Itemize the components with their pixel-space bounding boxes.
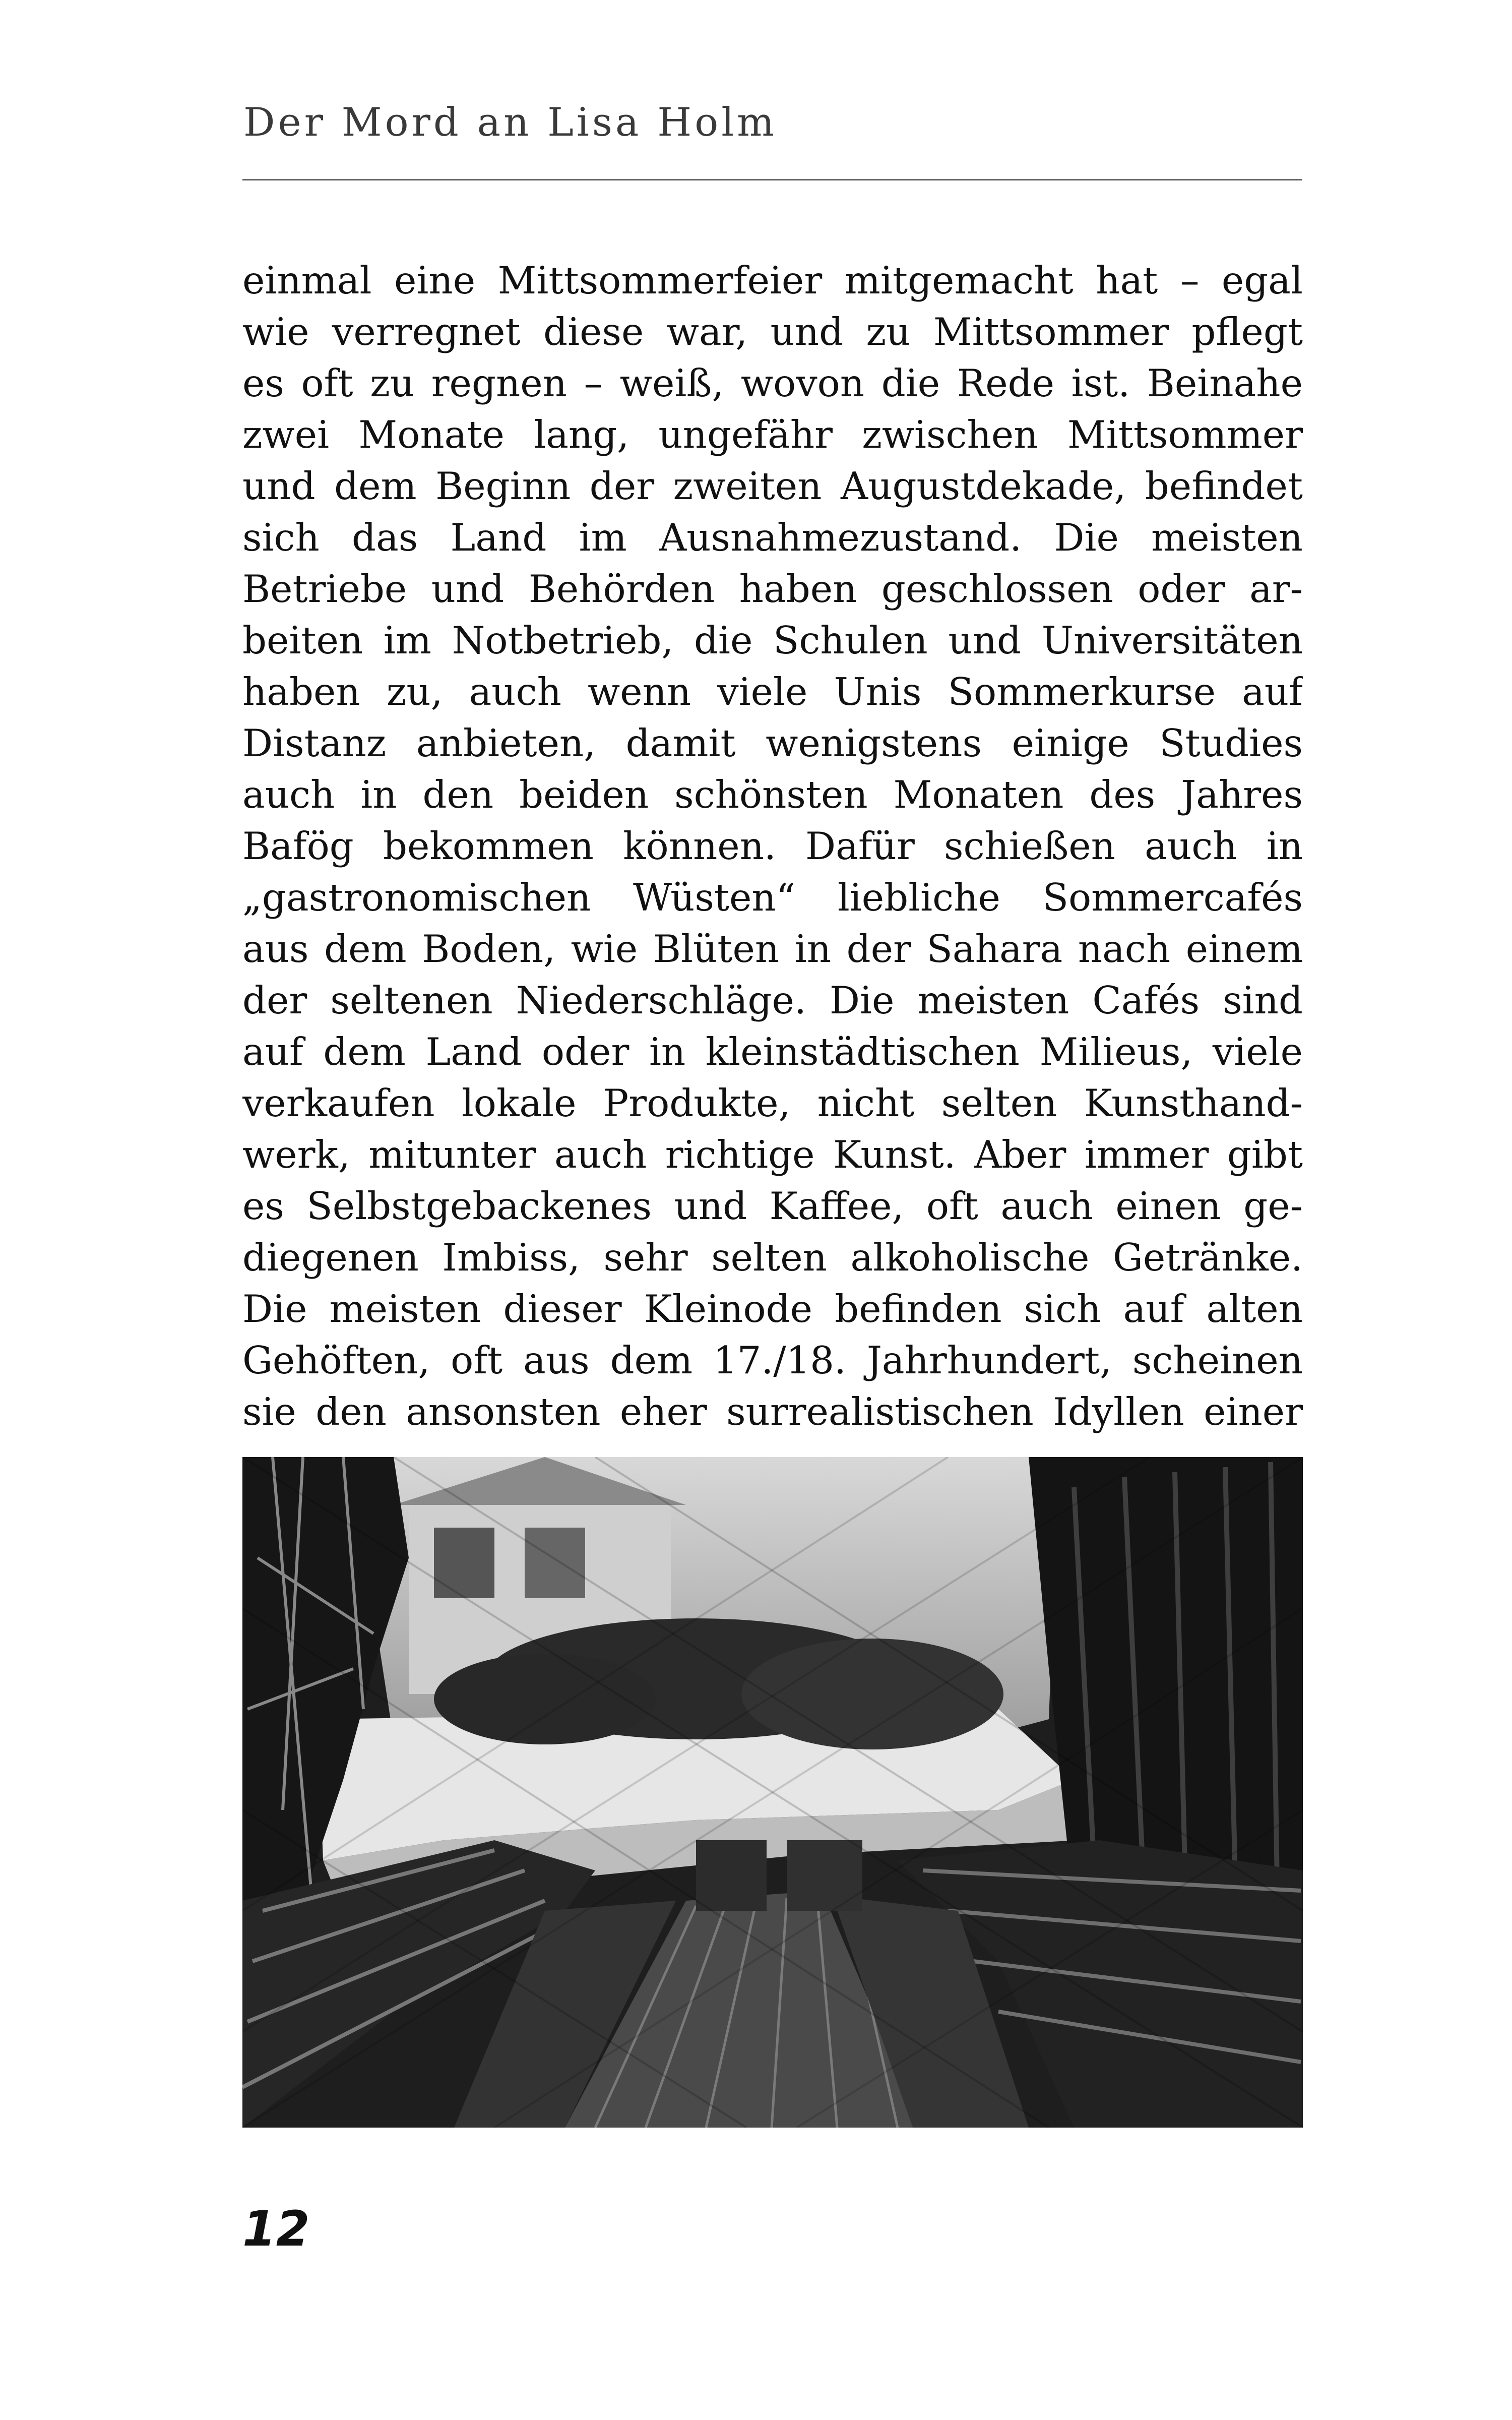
text-line: Betriebe und Behörden haben geschlossen oder ar- bbox=[242, 567, 1303, 611]
text-line: haben zu, auch wenn viele Unis Sommerkurse auf bbox=[242, 670, 1303, 714]
text-line: es oft zu regnen – weiß, wovon die Rede ist. Beinahe bbox=[242, 361, 1303, 405]
header-divider bbox=[242, 179, 1302, 180]
text-line: und dem Beginn der zweiten Augustdekade, befindet bbox=[242, 464, 1303, 508]
sketch-illustration-garden-cafe bbox=[242, 1457, 1303, 2128]
text-line: der seltenen Niederschläge. Die meisten Cafés sind bbox=[242, 978, 1303, 1022]
text-line: sie den ansonsten eher surrealistischen Idyllen einer bbox=[242, 1389, 1303, 1434]
text-line: beiten im Notbetrieb, die Schulen und Universitäten bbox=[242, 618, 1303, 662]
text-line: „gastronomischen Wüsten“ liebliche Sommercafés bbox=[242, 875, 1303, 920]
text-line: sich das Land im Ausnahmezustand. Die meisten bbox=[242, 515, 1303, 560]
text-line: Bafög bekommen können. Dafür schießen auch in bbox=[242, 824, 1303, 868]
text-line: wie verregnet diese war, und zu Mittsommer pflegt bbox=[242, 310, 1303, 354]
text-line: es Selbstgebackenes und Kaffee, oft auch einen ge- bbox=[242, 1184, 1303, 1228]
text-line: Die meisten dieser Kleinode befinden sich auf alten bbox=[242, 1287, 1303, 1331]
text-line: werk, mitunter auch richtige Kunst. Aber immer gibt bbox=[242, 1132, 1303, 1177]
text-line: auf dem Land oder in kleinstädtischen Milieus, viele bbox=[242, 1030, 1303, 1074]
text-line: verkaufen lokale Produkte, nicht selten Kunsthand- bbox=[242, 1081, 1303, 1125]
text-line: Distanz anbieten, damit wenigstens einige Studies bbox=[242, 721, 1303, 765]
text-line: aus dem Boden, wie Blüten in der Sahara nach einem bbox=[242, 927, 1303, 971]
text-line: diegenen Imbiss, sehr selten alkoholische Getränke. bbox=[242, 1235, 1303, 1280]
page-number: 12 bbox=[242, 2201, 310, 2257]
text-line: zwei Monate lang, ungefähr zwischen Mittsommer bbox=[242, 412, 1303, 457]
running-head-title: Der Mord an Lisa Holm bbox=[243, 100, 778, 145]
illustration-drawing bbox=[242, 1457, 1303, 2128]
text-line: auch in den beiden schönsten Monaten des Jahres bbox=[242, 772, 1303, 817]
body-text bbox=[242, 255, 1303, 1437]
text-line: Gehöften, oft aus dem 17./18. Jahrhundert, scheinen bbox=[242, 1338, 1303, 1382]
text-line: einmal eine Mittsommerfeier mitgemacht hat – egal bbox=[242, 258, 1303, 302]
